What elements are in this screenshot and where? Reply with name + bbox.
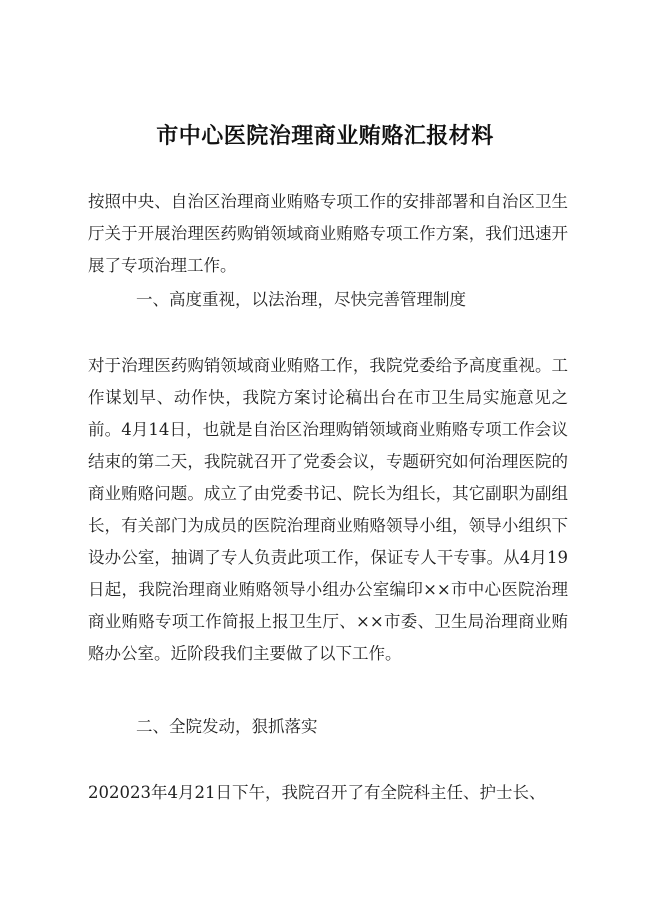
paragraph-intro: 按照中央、自治区治理商业贿赂专项工作的安排部署和自治区卫生厅关于开展治理医药购销领域商业贿赂专项工作方案，我们迅速开展了专项治理工作。 — [88, 192, 568, 275]
paragraph-section-1: 对于治理医药购销领域商业贿赂工作，我院党委给予高度重视。工作谋划早、动作快，我院方案讨论稿出台在市卫生局实施意见之前。4月14日，也就是自治区治理购销领域商业贿赂专项工作会议结束的第二天，我院就召开了党委会议，专题研究如何治理医院的商业贿赂问题。成立了由党委书记、院长为组长，其它副职为副组长，有关部门为成员的医院治理商业贿赂领导小组，领导小组织下设办公室，抽调了专人负责此项工作，保证专人干专事。从4月19日起，我院治理商业贿赂领导小组办公室编印××市中心医院治理商业贿赂专项工作简报上报卫生厅、××市委、卫生局治理商业贿赂办公室。近阶段我们主要做了以下工作。 — [88, 356, 568, 663]
document-title: 市中心医院治理商业贿赂汇报材料 — [156, 123, 494, 149]
section-heading-1: 一、高度重视，以法治理，尽快完善管理制度 — [136, 290, 466, 309]
paragraph-section-2: 202023年4月21日下午，我院召开了有全院科主任、护士长、 — [88, 783, 546, 802]
section-heading-2: 二、全院发动，狠抓落实 — [136, 717, 318, 736]
